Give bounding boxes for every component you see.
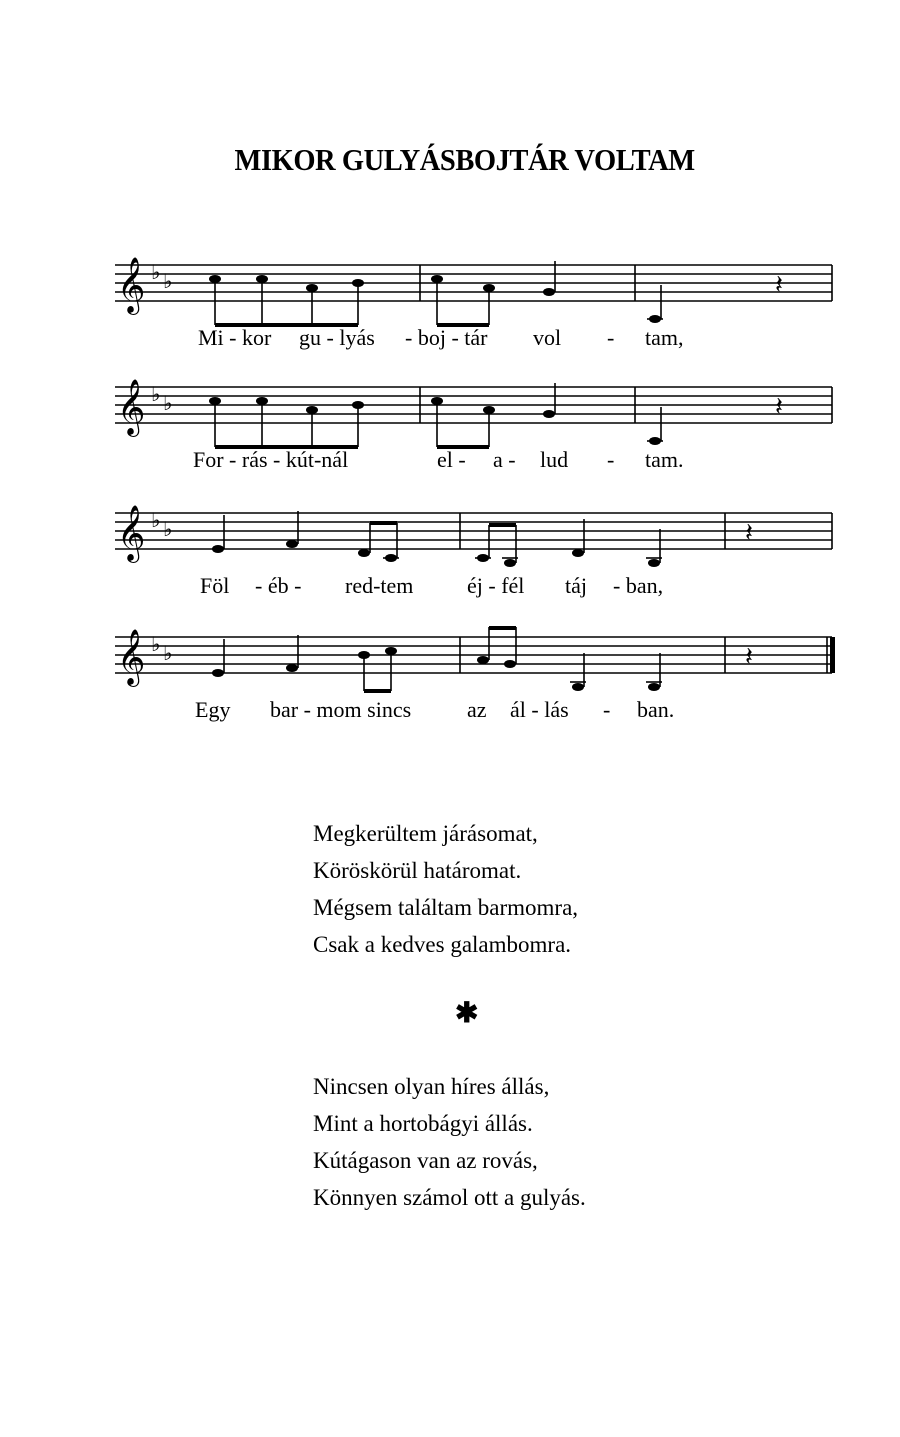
lyric: Mi - kor [198, 325, 272, 350]
lyric: Föl [200, 573, 230, 598]
svg-text:♭: ♭ [163, 519, 173, 541]
lyric: Egy [195, 697, 231, 722]
svg-text:𝄞: 𝄞 [117, 381, 146, 434]
svg-text:♭: ♭ [163, 643, 173, 665]
lyric: For - rás - kút-nál [193, 447, 349, 472]
lyric: - ban, [613, 573, 664, 598]
music-system-1 [115, 255, 835, 365]
svg-text:♭: ♭ [151, 384, 161, 406]
verse-line: Megkerültem járásomat, [313, 821, 538, 846]
lyric: - éb - [255, 573, 302, 598]
verse-line: Csak a kedves galambomra. [313, 932, 572, 957]
lyric: a - [493, 447, 516, 472]
lyric: gu - lyás [299, 325, 375, 350]
music-system-2 [115, 377, 835, 487]
verse-line: Köröskörül határomat. [313, 858, 522, 883]
lyric: bar - mom sincs [270, 697, 412, 722]
staff-4 [115, 627, 835, 707]
lyric: táj [565, 573, 587, 598]
svg-text:𝄽: 𝄽 [775, 392, 783, 421]
svg-text:𝄞: 𝄞 [117, 507, 146, 560]
svg-text:𝄽: 𝄽 [745, 518, 753, 547]
svg-text:♭: ♭ [163, 393, 173, 415]
lyric: ál - lás [510, 697, 569, 722]
lyric: az [467, 697, 487, 722]
verse-line: Nincsen olyan híres állás, [313, 1074, 550, 1099]
stanza-1 [313, 815, 578, 963]
svg-text:𝄞: 𝄞 [117, 631, 146, 684]
lyric: vol [533, 325, 562, 350]
music-system-4 [115, 627, 835, 737]
song-title: MIKOR GULYÁSBOJTÁR VOLTAM [234, 142, 695, 177]
lyric: el - [437, 447, 466, 472]
flat-icon: ♭ [151, 262, 161, 284]
asterisk-icon: ✱ [455, 998, 479, 1029]
lyric: lud [540, 447, 569, 472]
lyric: - [607, 447, 615, 472]
lyric: - [607, 325, 615, 350]
svg-text:♭: ♭ [163, 271, 173, 293]
lyric: éj - fél [467, 573, 525, 598]
svg-text:𝄽: 𝄽 [745, 642, 753, 671]
stanza-2 [313, 1068, 586, 1216]
verse-line: Mégsem találtam barmomra, [313, 895, 579, 920]
lyric: - boj - tár [405, 325, 488, 350]
lyric: tam. [645, 447, 684, 472]
lyric: - [603, 697, 611, 722]
staff-3 [115, 503, 835, 583]
lyric: ban. [637, 697, 675, 722]
verse-line: Könnyen számol ott a gulyás. [313, 1185, 586, 1210]
lyric: tam, [645, 325, 684, 350]
svg-text:♭: ♭ [151, 510, 161, 532]
music-system-3 [115, 503, 835, 613]
treble-clef-icon: 𝄞 [117, 259, 146, 312]
verse-line: Mint a hortobágyi állás. [313, 1111, 533, 1136]
rest-icon: 𝄽 [775, 270, 783, 299]
lyric: red-tem [345, 573, 414, 598]
staff-1 [115, 255, 835, 335]
staff-2 [115, 377, 835, 457]
verse-line: Kútágason van az rovás, [313, 1148, 538, 1173]
svg-text:♭: ♭ [151, 634, 161, 656]
